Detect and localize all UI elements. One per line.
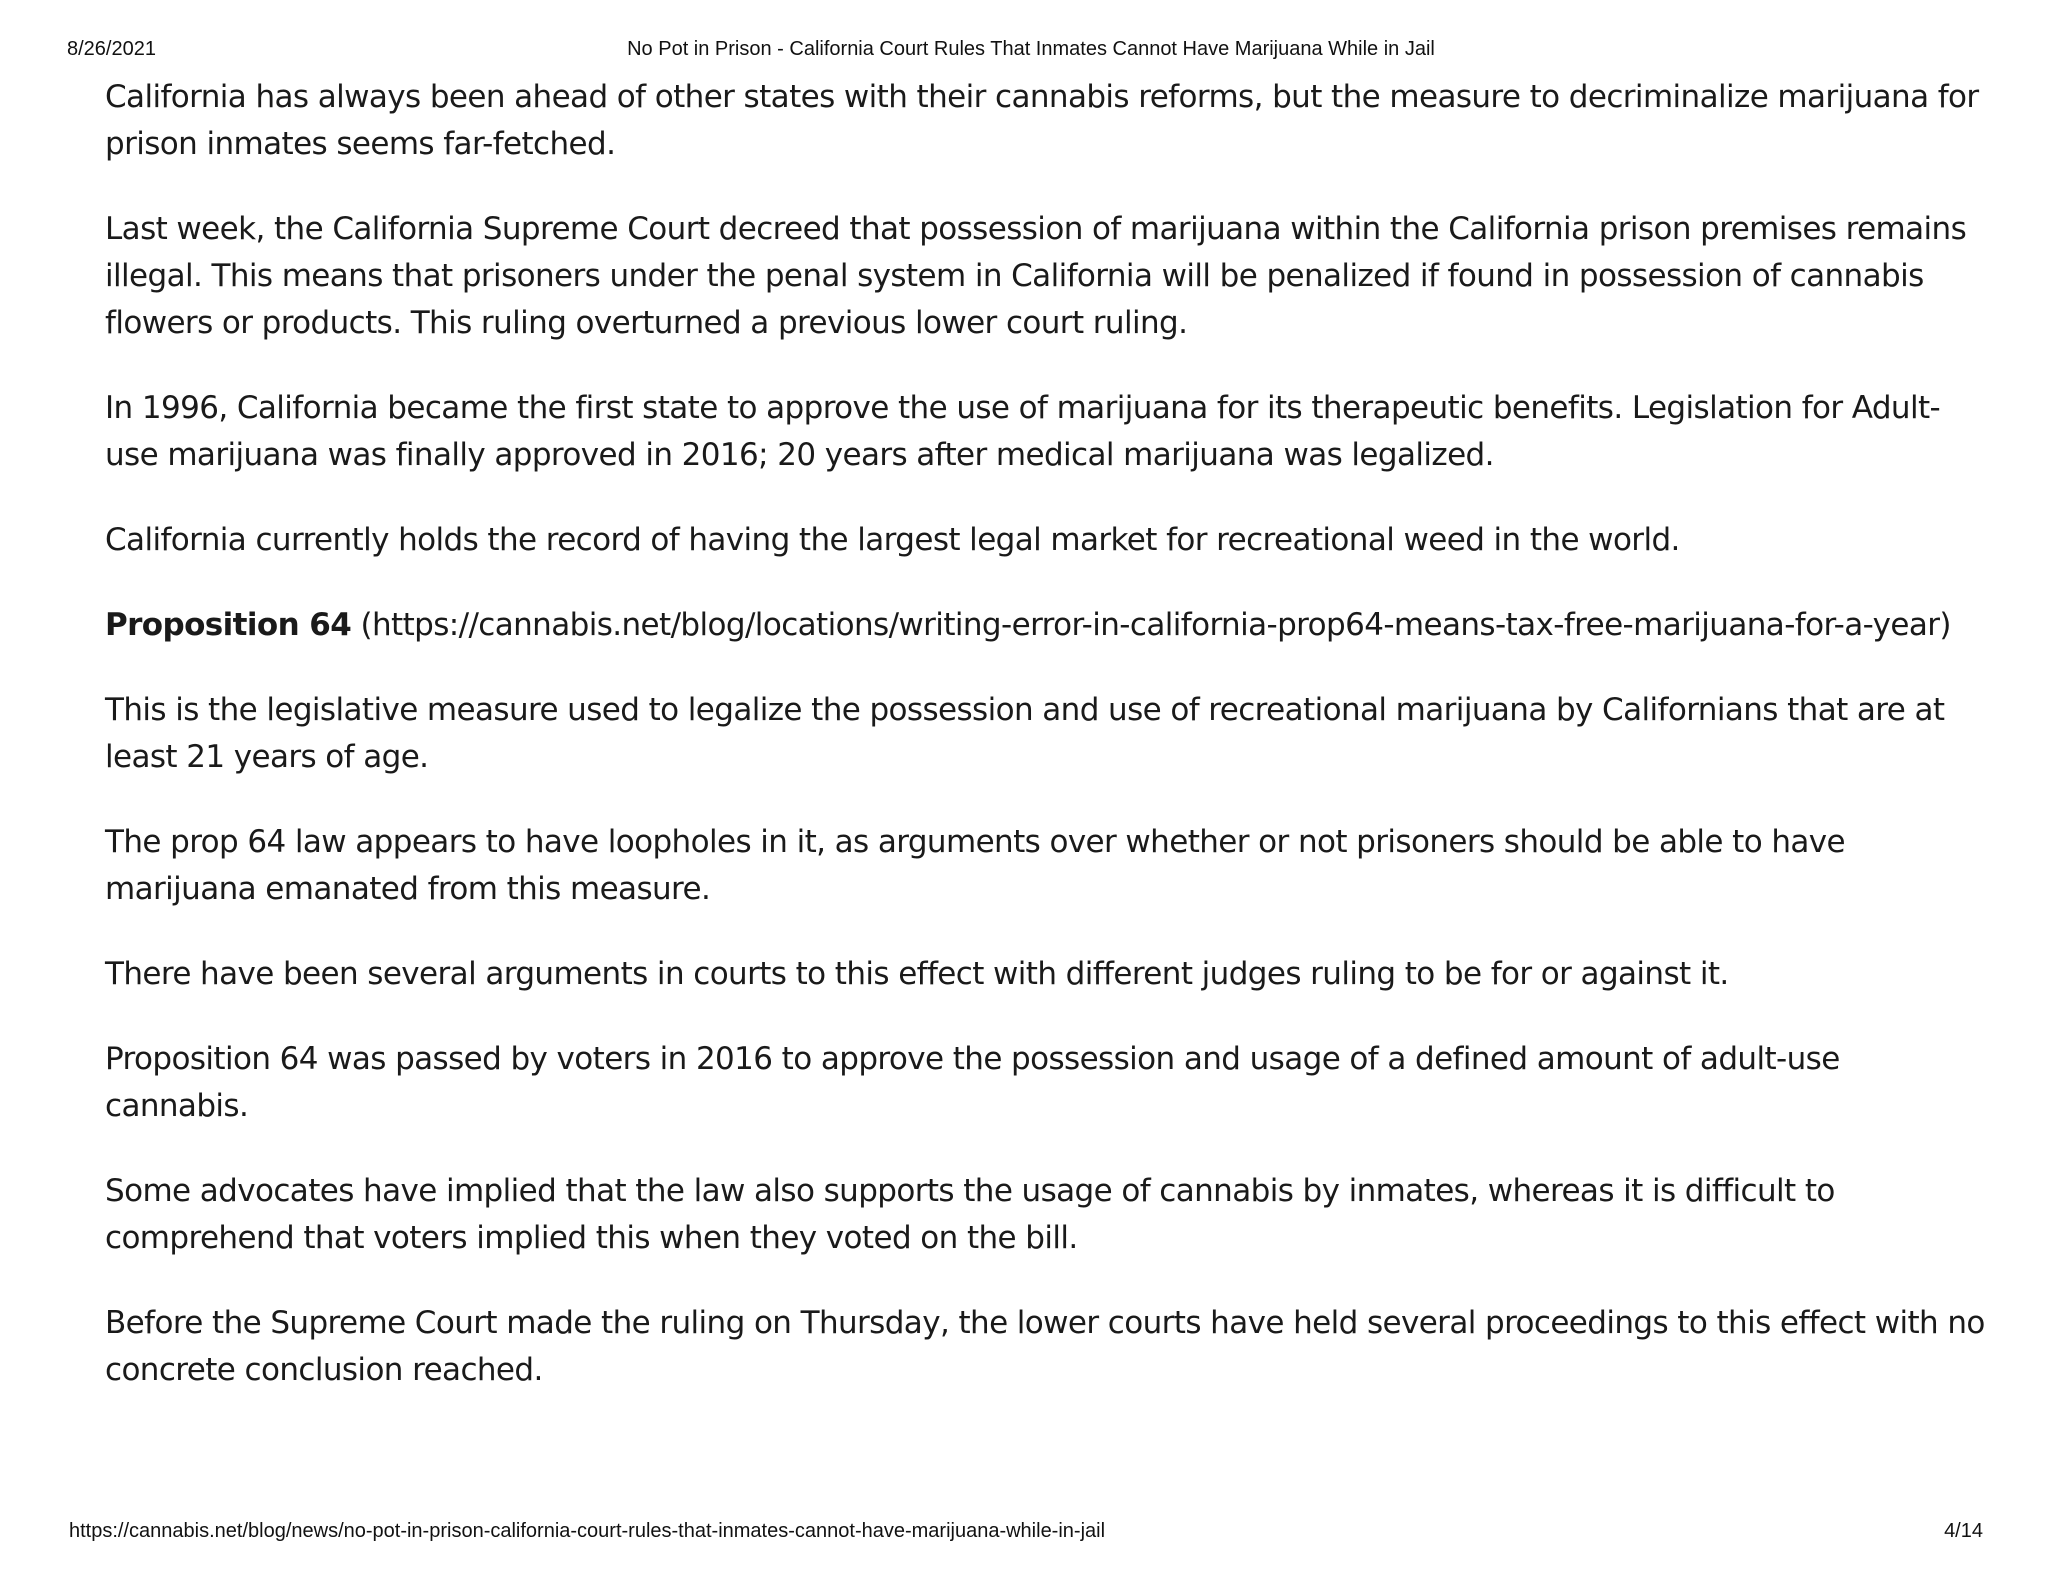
paragraph-arguments: There have been several arguments in courts to this effect with different judges ruling to be for or against it.: [105, 956, 1729, 992]
proposition-64-heading: Proposition 64: [105, 607, 352, 643]
print-header: [0, 38, 2048, 66]
paragraph-history: In 1996, California became the first state to approve the use of marijuana for its therapeutic benefits. Legislation for Adult-use marijuana was finally approved in 2016; 20 years after medical marijuana was legalized.: [105, 390, 1941, 473]
article-body: [105, 74, 1985, 1432]
print-url: https://cannabis.net/blog/news/no-pot-in-prison-california-court-rules-that-inmates-cannot-have-marijuana-while-in-jail: [69, 1520, 1106, 1542]
paragraph-intro: California has always been ahead of other states with their cannabis reforms, but the measure to decriminalize marijuana for prison inmates seems far-fetched.: [105, 79, 1979, 162]
proposition-64-link[interactable]: (https://cannabis.net/blog/locations/writing-error-in-california-prop64-means-tax-free-marijuana-for-a-year): [351, 607, 1951, 643]
paragraph-passed-2016: Proposition 64 was passed by voters in 2016 to approve the possession and usage of a defined amount of adult-use cannabis.: [105, 1041, 1840, 1124]
print-footer: [0, 1520, 2048, 1548]
page-number: 4/14: [1944, 1520, 1983, 1542]
paragraph-loopholes: The prop 64 law appears to have loopholes in it, as arguments over whether or not prisoners should be able to have marijuana emanated from this measure.: [105, 824, 1845, 907]
paragraph-before-ruling: Before the Supreme Court made the ruling on Thursday, the lower courts have held several proceedings to this effect with no concrete conclusion reached.: [105, 1305, 1985, 1388]
print-date: 8/26/2021: [67, 38, 156, 60]
paragraph-advocates: Some advocates have implied that the law also supports the usage of cannabis by inmates, whereas it is difficult to comprehend that voters implied this when they voted on the bill.: [105, 1173, 1835, 1256]
paragraph-proposition-64: [105, 602, 1985, 649]
print-page-title: No Pot in Prison - California Court Rules That Inmates Cannot Have Marijuana While in Jail: [627, 38, 1435, 60]
paragraph-market: California currently holds the record of having the largest legal market for recreational weed in the world.: [105, 522, 1680, 558]
paragraph-legislative-measure: This is the legislative measure used to legalize the possession and use of recreational marijuana by Californians that are at least 21 years of age.: [105, 692, 1945, 775]
paragraph-supreme-court: Last week, the California Supreme Court decreed that possession of marijuana within the California prison premises remains illegal. This means that prisoners under the penal system in California will be penalized if found in possession of cannabis flowers or products. This ruling overturned a previous lower court ruling.: [105, 211, 1967, 341]
